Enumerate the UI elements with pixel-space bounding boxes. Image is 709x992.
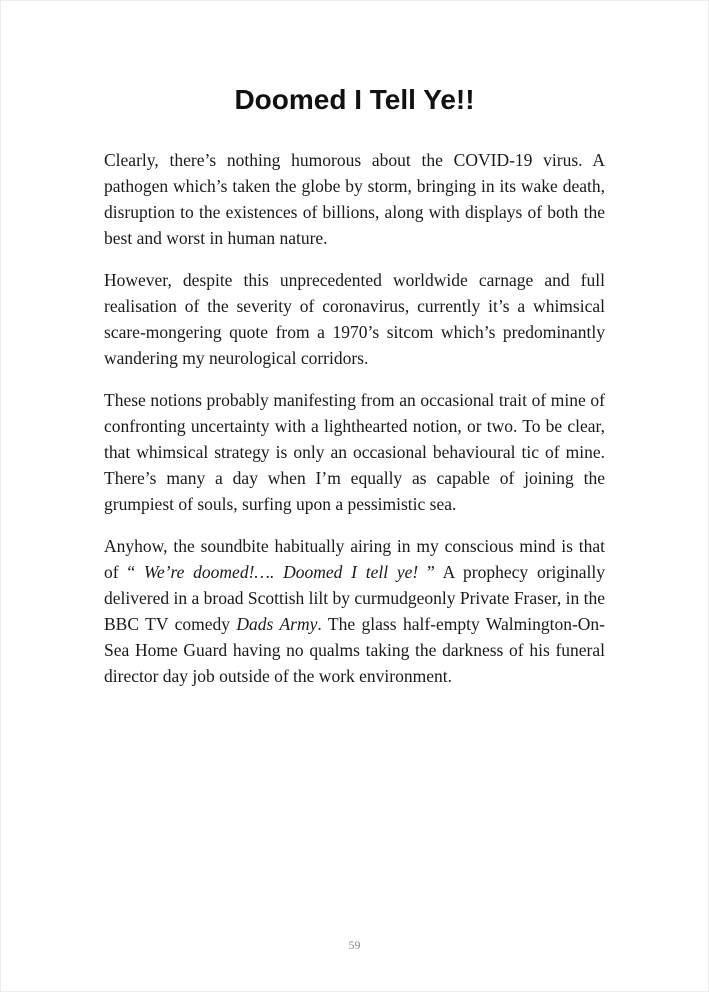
- paragraph-1: Clearly, there’s nothing humorous about the COVID-19 virus. A pathogen which’s taken the globe by storm, bringing in its wake death, disruption to the existences of billions, along with displays of both the best and worst in human nature.: [104, 149, 605, 248]
- paragraph-3: These notions probably manifesting from an occasional trait of mine of confronting uncertainty with a lighthearted notion, or two. To be clear, that whimsical strategy is only an occasional behavioural tic of mine. There’s many a day when I’m equally as capable of joining the grumpiest of souls, surfing upon a pessimistic sea.: [104, 389, 605, 514]
- paragraph-4: [104, 533, 605, 689]
- show-title-italic: Dads Army: [236, 613, 318, 634]
- quote-italic: We’re doomed!…. Doomed I tell ye!: [143, 561, 419, 582]
- page-content: [104, 147, 605, 689]
- paragraph-4-text-mid: ” A prophecy originally delivered in a broad Scottish lilt by curmudgeonly Private Fraser, in the BBC TV comedy: [104, 561, 605, 634]
- paragraph-4-text-tail: . The glass half-empty Walmington-On-Sea Home Guard having no qualms taking the darkness of his funeral director day job outside of the work environment.: [104, 613, 605, 686]
- page-number: 59: [348, 938, 361, 952]
- paragraph-2: However, despite this unprecedented worldwide carnage and full realisation of the severity of coronavirus, currently it’s a whimsical scare-mongering quote from a 1970’s sitcom which’s predominantly wandering my neurological corridors.: [104, 269, 605, 368]
- page-title: Doomed I Tell Ye!!: [234, 84, 475, 115]
- paragraph-4-text-lead: Anyhow, the soundbite habitually airing in my conscious mind is that of “: [104, 535, 605, 582]
